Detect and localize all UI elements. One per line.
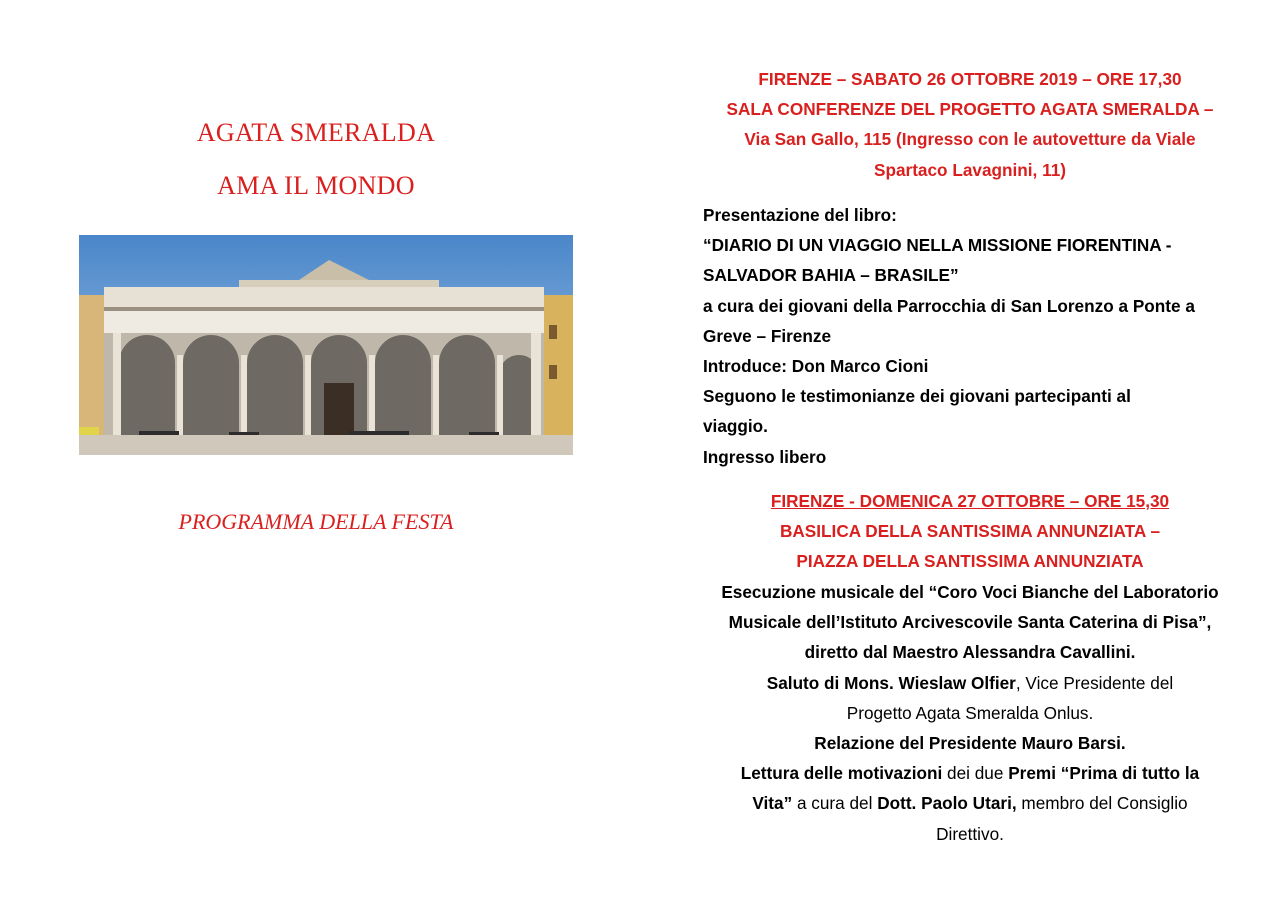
event1-line: SALVADOR BAHIA – BRASILE” xyxy=(703,265,959,286)
event1-line: “DIARIO DI UN VIAGGIO NELLA MISSIONE FIORENTINA - xyxy=(703,235,1172,256)
event1-line: Presentazione del libro: xyxy=(703,205,897,225)
event2-text: membro del Consiglio xyxy=(1016,793,1188,814)
event2-line: Relazione del Presidente Mauro Barsi. xyxy=(814,733,1126,754)
event2-line: Progetto Agata Smeralda Onlus. xyxy=(846,702,1094,723)
event2-line: Direttivo. xyxy=(936,823,1004,844)
title-line-1: AGATA SMERALDA xyxy=(196,118,436,147)
event2-line xyxy=(690,788,1250,818)
event2-text: dei due xyxy=(942,763,1009,784)
event1-line: viaggio. xyxy=(703,416,768,437)
event2-line xyxy=(690,758,1250,788)
event2-header xyxy=(690,486,1250,577)
church-loggia-photo xyxy=(79,235,573,455)
event1-line: Ingresso libero xyxy=(703,446,827,467)
event1-line: Greve – Firenze xyxy=(703,325,832,346)
event1-line: Seguono le testimonianze dei giovani partecipanti al xyxy=(703,386,1131,407)
event1-line: Introduce: Don Marco Cioni xyxy=(703,356,929,377)
event2-venue: BASILICA DELLA SANTISSIMA ANNUNZIATA – xyxy=(779,521,1161,542)
event2-reading: Lettura delle motivazioni xyxy=(740,763,943,784)
event2-greeting-role: , Vice Presidente del xyxy=(1015,672,1174,693)
event1-line: a cura dei giovani della Parrocchia di San Lorenzo a Ponte a xyxy=(703,295,1195,316)
event2-line xyxy=(690,668,1250,698)
event2-line: Musicale dell’Istituto Arcivescovile Santa Caterina di Pisa”, xyxy=(728,612,1212,633)
event2-body xyxy=(690,577,1250,849)
event1-date: FIRENZE – SABATO 26 OTTOBRE 2019 – ORE 17,30 xyxy=(758,69,1182,89)
event1-header xyxy=(690,64,1250,185)
event2-doctor: Dott. Paolo Utari, xyxy=(877,793,1017,814)
event2-line: diretto dal Maestro Alessandra Cavallini. xyxy=(804,642,1136,663)
event2-prize: Premi “Prima di tutto la xyxy=(1008,763,1200,784)
title-line-2: AMA IL MONDO xyxy=(217,171,415,200)
event2-square: PIAZZA DELLA SANTISSIMA ANNUNZIATA xyxy=(796,551,1144,572)
programma-della-festa: PROGRAMMA DELLA FESTA xyxy=(178,509,454,534)
event1-body xyxy=(703,200,1248,472)
event2-line: Esecuzione musicale del “Coro Voci Bianche del Laboratorio xyxy=(721,582,1219,602)
event1-address-cont: Spartaco Lavagnini, 11) xyxy=(874,159,1066,180)
event1-venue: SALA CONFERENZE DEL PROGETTO AGATA SMERALDA – xyxy=(726,99,1214,120)
event1-address: Via San Gallo, 115 (Ingresso con le autovetture da Viale xyxy=(744,129,1196,150)
event2-date: FIRENZE - DOMENICA 27 OTTOBRE – ORE 15,30 xyxy=(770,491,1170,511)
event2-prize-cont: Vita” xyxy=(752,793,793,814)
event2-text: a cura del xyxy=(792,793,878,814)
event2-greeting: Saluto di Mons. Wieslaw Olfier xyxy=(766,672,1016,693)
